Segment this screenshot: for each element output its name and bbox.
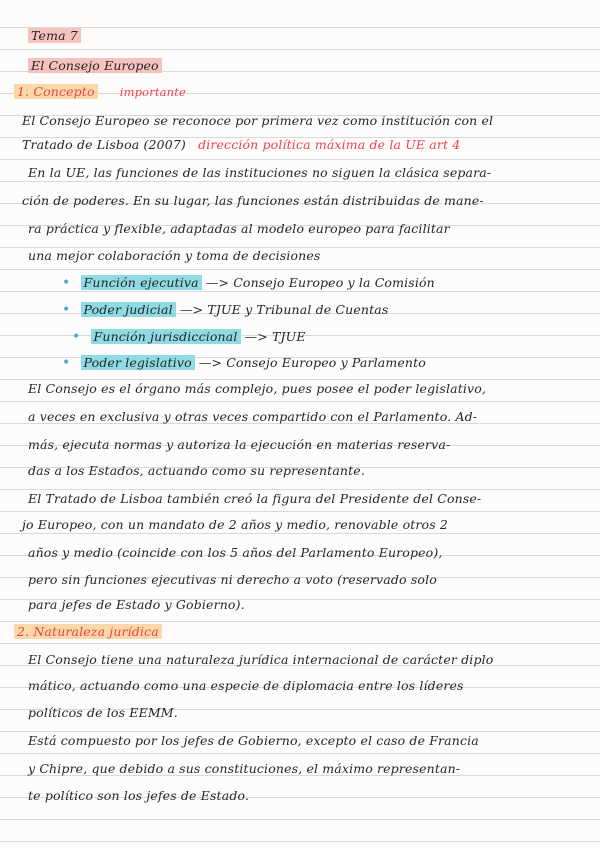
s2-p1-line-1: mático, actuando como una especie de diplomacia entre los líderes <box>28 678 464 693</box>
s1-p3-line-2: años y medio (coincide con los 5 años del Parlamento Europeo), <box>28 545 443 560</box>
s1-line-0: El Consejo Europeo se reconoce por primera vez como institución con el <box>22 113 494 128</box>
s1-p2-line-1: a veces en exclusiva y otras veces compartido con el Parlamento. Ad- <box>28 409 478 424</box>
bullet-text: —> Consejo Europeo y Parlamento <box>198 355 426 370</box>
bullet-item <box>62 302 388 318</box>
s2-p1-line-2: políticos de los EEMM. <box>28 705 178 720</box>
s2-p1-line-0: El Consejo tiene una naturaleza jurídica internacional de carácter diplo <box>28 652 494 667</box>
bullet-text: —> Consejo Europeo y la Comisión <box>205 275 435 290</box>
bullet-text: —> TJUE y Tribunal de Cuentas <box>179 302 389 317</box>
title-highlight: El Consejo Europeo <box>28 58 162 73</box>
s1-p2-line-2: más, ejecuta normas y autoriza la ejecución en materias reserva- <box>28 437 451 452</box>
s1-p3-line-1: jo Europeo, con un mandato de 2 años y medio, renovable otros 2 <box>22 517 449 532</box>
bullet-text: —> TJUE <box>244 329 306 344</box>
bullet-dot-icon: • <box>72 329 81 345</box>
s1-line-2: En la UE, las funciones de las instituciones no siguen la clásica separa- <box>28 165 492 180</box>
s2-p2-line-1: y Chipre, que debido a sus constituciones, el máximo representan- <box>28 761 461 776</box>
s1-line-1 <box>22 137 460 153</box>
bullet-item <box>62 275 435 291</box>
tema-highlight: Tema 7 <box>28 28 81 43</box>
s1-p3-line-4: para jefes de Estado y Gobierno). <box>28 597 245 612</box>
section1-heading-row <box>14 84 186 100</box>
s2-p2-line-0: Está compuesto por los jefes de Gobierno, excepto el caso de Francia <box>28 733 479 748</box>
s1-line-3: ción de poderes. En su lugar, las funciones están distribuidas de mane- <box>22 193 484 208</box>
s1-p2-line-0: El Consejo es el órgano más complejo, pues posee el poder legislativo, <box>28 381 487 396</box>
section2-heading-row <box>14 624 162 640</box>
page-title <box>28 58 162 74</box>
bullet-label: Poder legislativo <box>81 355 195 370</box>
important-tag: importante <box>119 85 186 99</box>
s1-line-1-text: Tratado de Lisboa (2007) <box>22 137 186 152</box>
s1-p3-line-3: pero sin funciones ejecutivas ni derecho a voto (reservado solo <box>28 572 437 587</box>
bullet-dot-icon: • <box>62 302 71 318</box>
s1-line-5: una mejor colaboración y toma de decisiones <box>28 248 321 263</box>
bullet-dot-icon: • <box>62 355 71 371</box>
red-note: dirección política máxima de la UE art 4 <box>198 137 461 152</box>
bullet-label: Poder judicial <box>81 302 176 317</box>
s1-p3-line-0: El Tratado de Lisboa también creó la figura del Presidente del Conse- <box>28 491 482 506</box>
bullet-label: Función jurisdiccional <box>91 329 241 344</box>
s2-p2-line-2: te político son los jefes de Estado. <box>28 788 250 803</box>
section1-heading: 1. Concepto <box>14 84 98 99</box>
s1-p2-line-3: das a los Estados, actuando como su representante. <box>28 463 365 478</box>
s1-line-4: ra práctica y flexible, adaptadas al modelo europeo para facilitar <box>28 221 450 236</box>
section2-heading: 2. Naturaleza jurídica <box>14 624 162 639</box>
bullet-dot-icon: • <box>62 275 71 291</box>
tema-label <box>28 28 81 44</box>
bullet-label: Función ejecutiva <box>81 275 202 290</box>
bullet-item <box>72 329 306 345</box>
bullet-item <box>62 355 426 371</box>
